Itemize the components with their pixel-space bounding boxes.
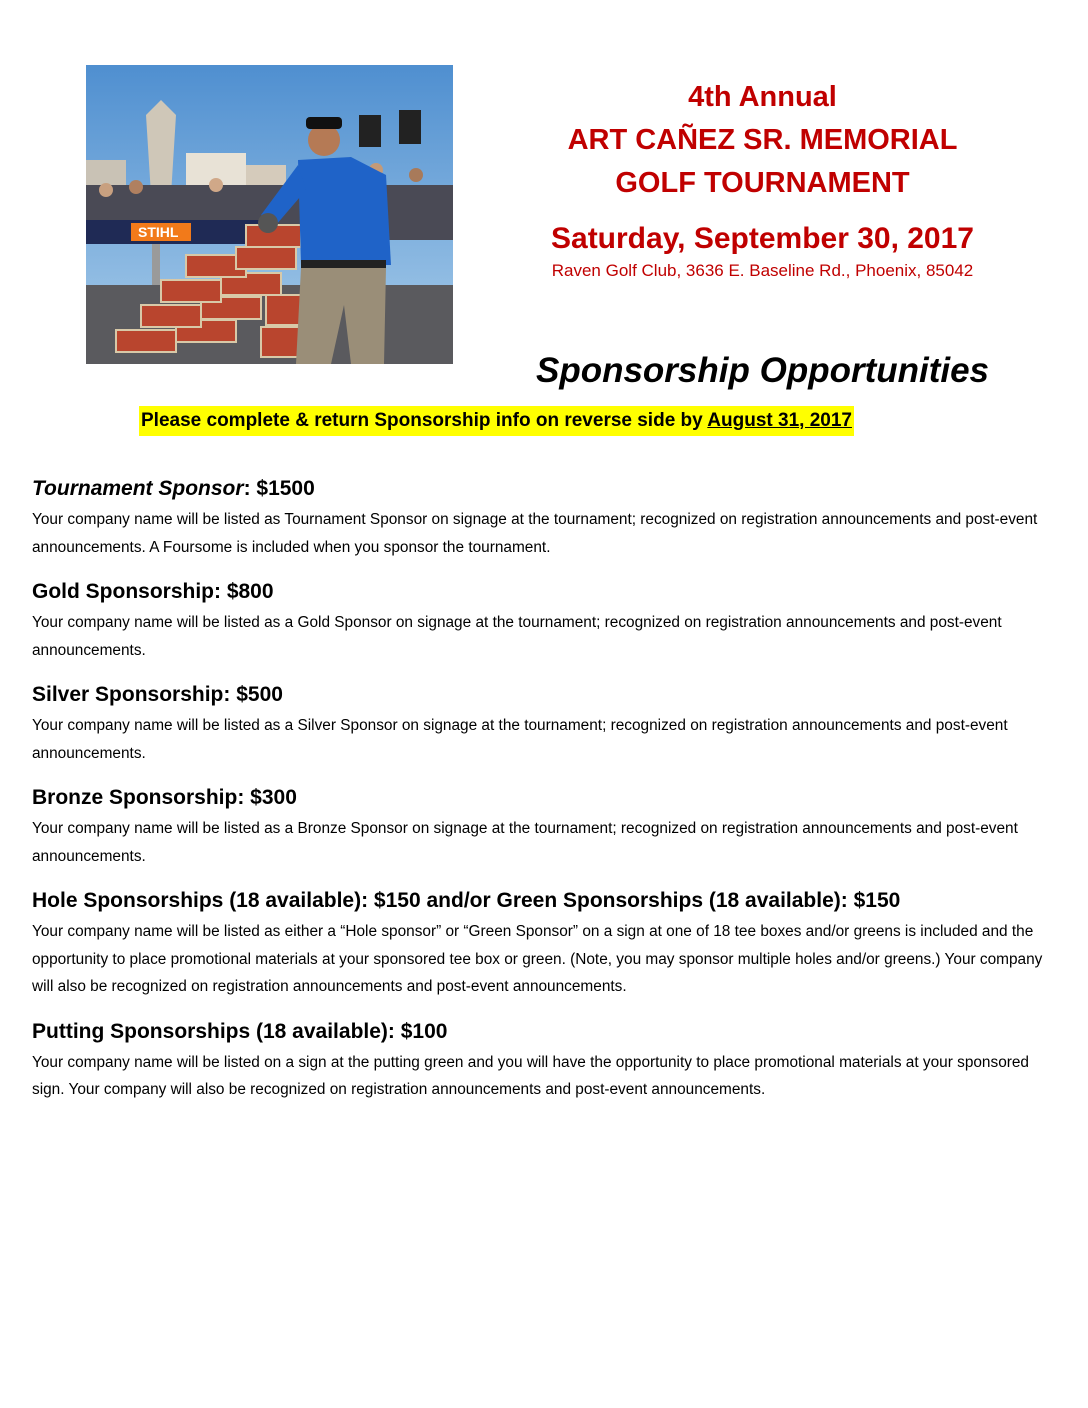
- tier-putting: [32, 1015, 1062, 1104]
- tier-heading: Gold Sponsorship: $800: [32, 580, 274, 603]
- tier-tournament: [32, 472, 1062, 561]
- event-type: GOLF TOURNAMENT: [615, 167, 910, 199]
- tier-description: Your company name will be listed as a Gold Sponsor on signage at the tournament; recognized on registration announcements and post-event announcements.: [32, 614, 1002, 659]
- event-edition: 4th Annual: [688, 81, 837, 113]
- event-photo: [86, 65, 453, 364]
- banner-text: STIHL: [138, 224, 179, 240]
- tier-gold: [32, 575, 1062, 664]
- tier-silver: [32, 678, 1062, 767]
- tier-heading: Putting Sponsorships (18 available): $100: [32, 1019, 448, 1043]
- event-title-block: [510, 76, 1015, 283]
- tier-description: Your company name will be listed as Tournament Sponsor on signage at the tournament; recognized on registration announcements and post-event announcements. A Foursome is included when you sponsor the tournament.: [32, 511, 1038, 556]
- tier-heading: Bronze Sponsorship: $300: [32, 786, 297, 809]
- event-date: Saturday, September 30, 2017: [551, 222, 974, 255]
- tier-description: Your company name will be listed as a Silver Sponsor on signage at the tournament; recognized on registration announcements and post-event announcements.: [32, 717, 1008, 762]
- sponsorship-tiers: [32, 472, 1062, 1118]
- section-title: Sponsorship Opportunities: [535, 351, 990, 390]
- notice-text: Please complete & return Sponsorship info on reverse side by: [141, 410, 708, 431]
- event-venue: Raven Golf Club, 3636 E. Baseline Rd., Phoenix, 85042: [551, 261, 974, 280]
- tier-description: Your company name will be listed as a Bronze Sponsor on signage at the tournament; recognized on registration announcements and post-event announcements.: [32, 820, 1018, 865]
- event-name: ART CAÑEZ SR. MEMORIAL: [567, 124, 958, 156]
- notice-deadline: August 31, 2017: [707, 410, 852, 431]
- tier-description: Your company name will be listed on a sign at the putting green and you will have the opportunity to place promotional materials at your sponsored sign. Your company will also be recognized on registration announcements and post-event announcements.: [32, 1053, 1029, 1098]
- tier-heading: Hole Sponsorships (18 available): $150 and/or Green Sponsorships (18 available): $150: [32, 889, 901, 912]
- tier-heading: Silver Sponsorship: $500: [32, 683, 283, 706]
- tier-heading: [32, 472, 1062, 506]
- bricklayer-photo: [86, 65, 453, 364]
- tier-name: Tournament Sponsor: [32, 477, 244, 500]
- tier-hole-green: [32, 884, 1062, 1001]
- tier-bronze: [32, 781, 1062, 870]
- return-notice: [139, 406, 854, 436]
- tier-description: Your company name will be listed as either a “Hole sponsor” or “Green Sponsor” on a sign at one of 18 tee boxes and/or greens is included and the opportunity to place promotional materials at your sponsored tee box or green. (Note, you may sponsor multiple holes and/or greens.) Your company will also be recognized on registration announcements and post-event announcements.: [32, 923, 1043, 995]
- tier-price: : $1500: [243, 477, 315, 500]
